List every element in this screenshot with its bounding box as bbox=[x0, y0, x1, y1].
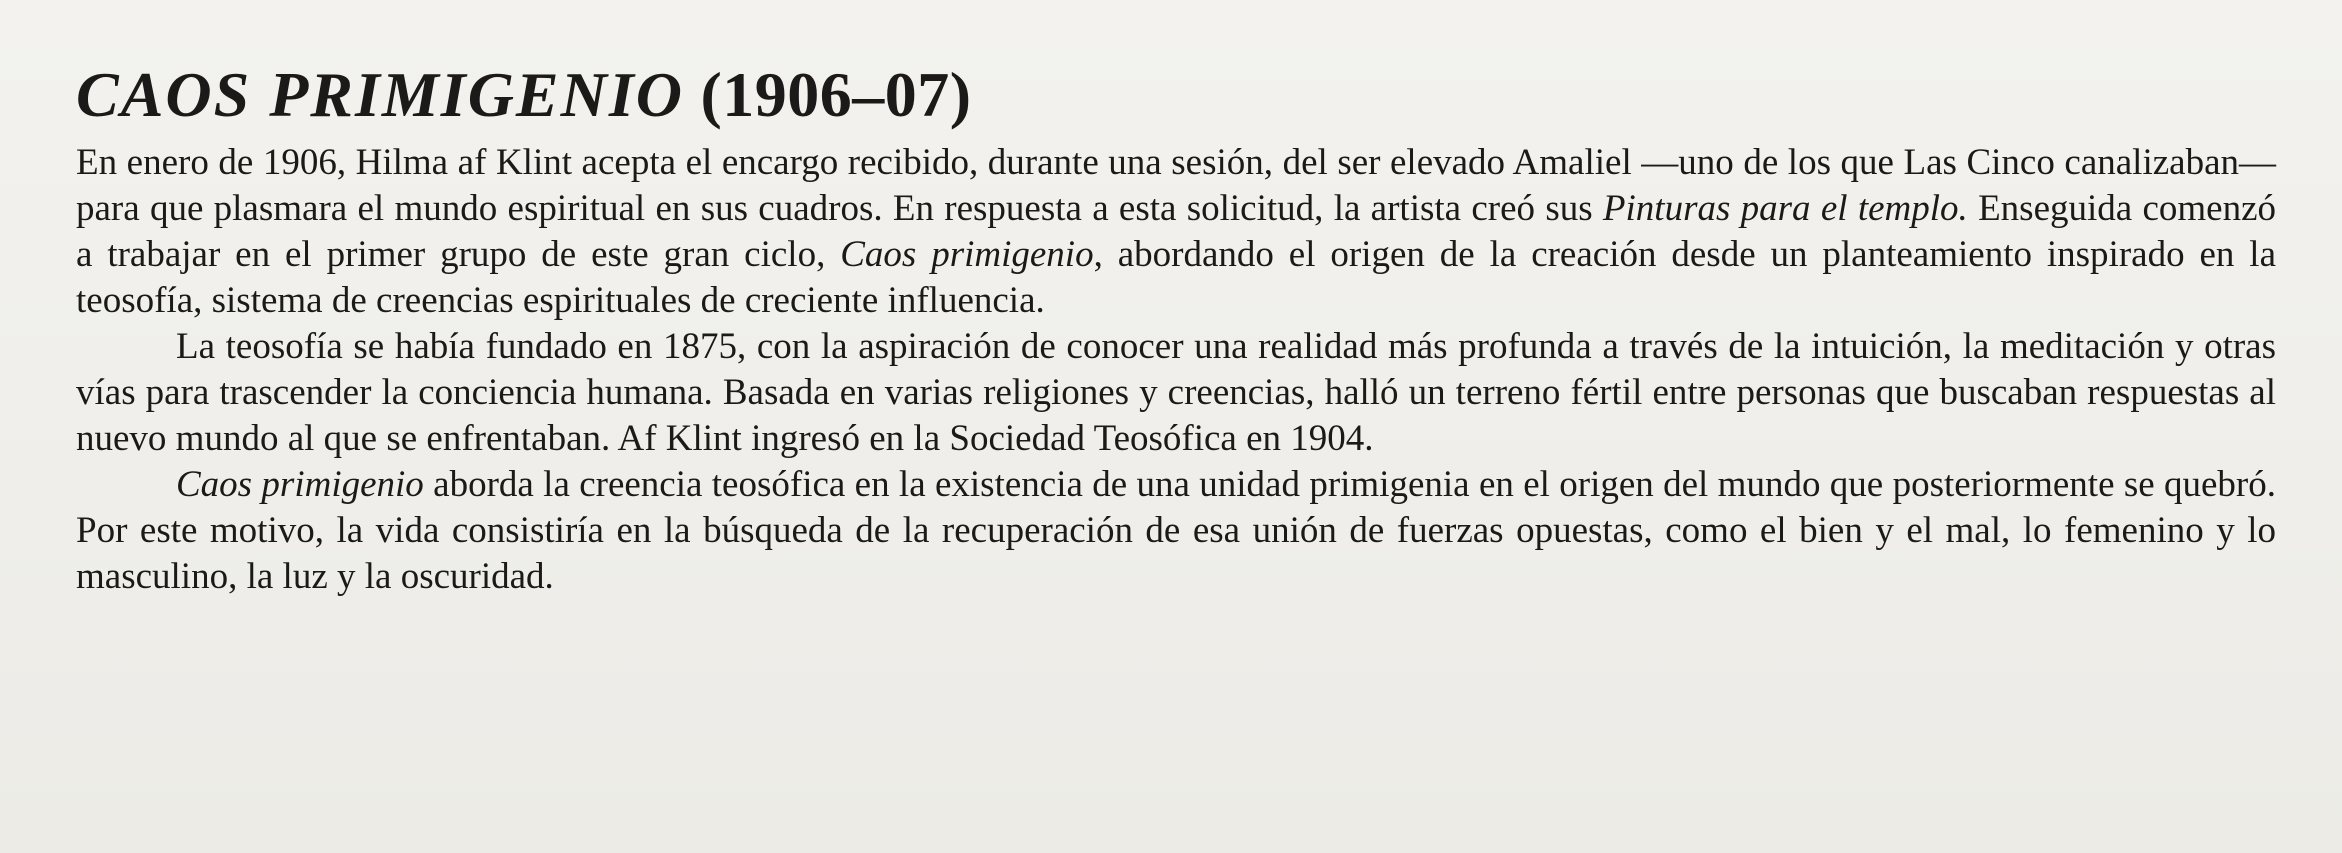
section-title bbox=[76, 50, 2276, 140]
title-name: CAOS PRIMIGENIO bbox=[76, 59, 684, 130]
paragraph-1 bbox=[76, 140, 2276, 324]
title-years: (1906–07) bbox=[700, 59, 972, 130]
paragraph-2-text: La teosofía se había fundado en 1875, con la aspiración de conocer una realidad más profunda a través de la intuición, la meditación y otras vías para trascender la conciencia humana. Basada en varias religiones y creencias, halló un terreno fértil entre personas que buscaban respuestas al nuevo mundo al que se enfrentaban. Af Klint ingresó en la Sociedad Teosófica en 1904. bbox=[76, 326, 2276, 459]
paragraph-1-text-c: , abordando el origen de la creación desde un planteamiento inspirado en la teosofía, sistema de creencias espirituales de creciente influencia. bbox=[76, 234, 2276, 321]
paragraph-3-text: aborda la creencia teosófica en la existencia de una unidad primigenia en el origen del mundo que posteriormente se quebró. Por este motivo, la vida consistiría en la búsqueda de la recuperación de esa unión de fuerzas opuestas, como el bien y el mal, lo femenino y lo masculino, la luz y la oscuridad. bbox=[76, 464, 2276, 597]
paragraph-1-italic-a: Pinturas para el templo. bbox=[1602, 188, 1968, 229]
wall-text-panel bbox=[76, 50, 2276, 600]
paragraph-3-italic: Caos primigenio bbox=[176, 464, 424, 505]
paragraph-1-italic-b: Caos primigenio bbox=[840, 234, 1094, 275]
paragraph-1-text-a: En enero de 1906, Hilma af Klint acepta el encargo recibido, durante una sesión, del ser elevado Amaliel —uno de los que Las Cinco canalizaban— para que plasmara el mundo espiritual en sus cuadros. En respuesta a esta solicitud, la artista creó sus bbox=[76, 142, 2276, 229]
paragraph-1-text-b: Enseguida comenzó a trabajar en el primer grupo de este gran ciclo, bbox=[76, 188, 2277, 275]
paragraph-2 bbox=[76, 324, 2276, 462]
paragraph-3 bbox=[76, 462, 2276, 600]
